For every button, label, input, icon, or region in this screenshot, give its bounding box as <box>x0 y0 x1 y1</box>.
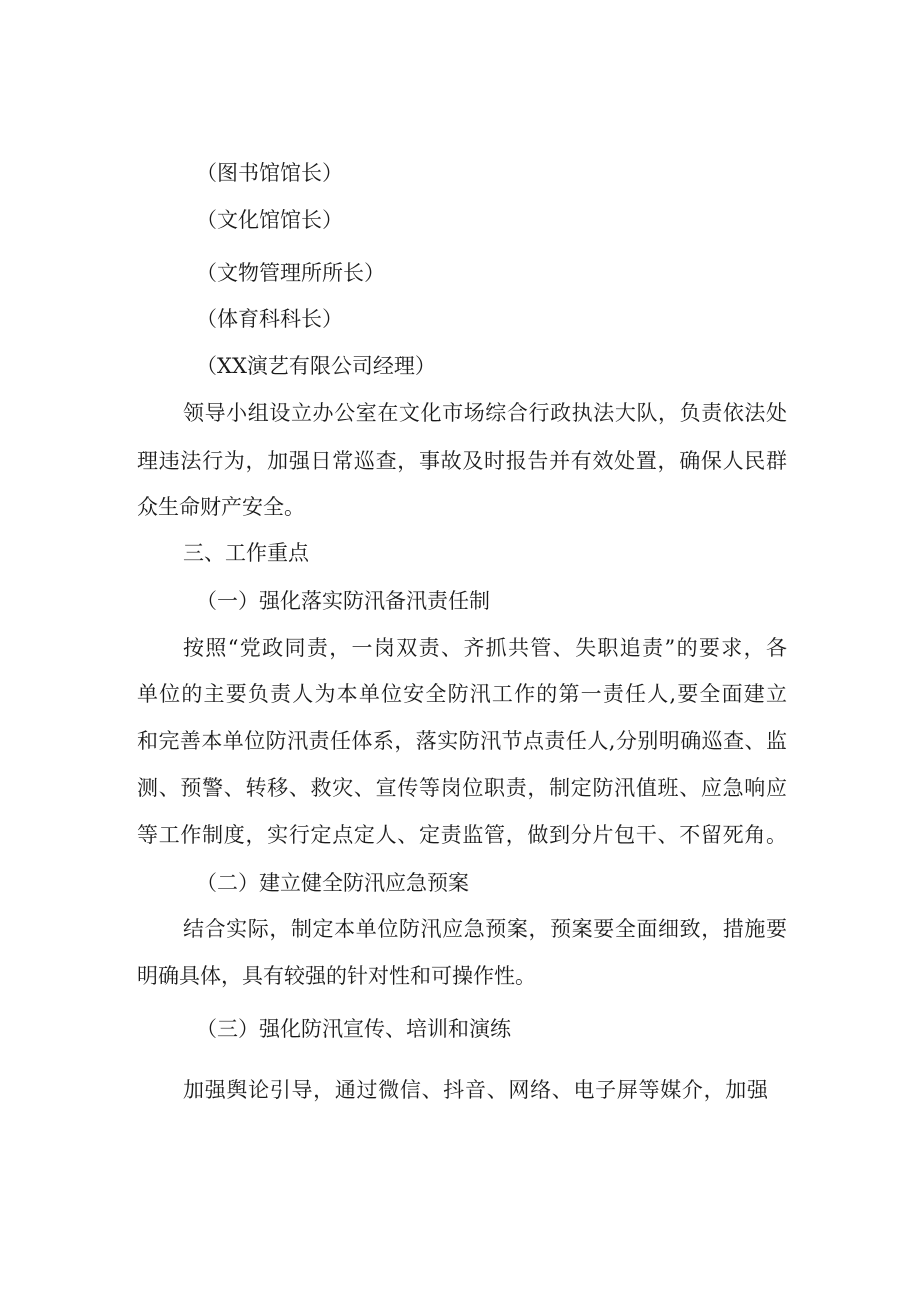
office-paragraph-line-3: 众生命财产安全。 <box>137 495 305 519</box>
role-line-culture-center: （文化馆馆长） <box>196 208 343 232</box>
section-heading: 三、工作重点 <box>183 541 309 565</box>
office-paragraph-line-2: 理违法行为，加强日常巡查，事故及时报告并有效处置，确保人民群 <box>137 449 787 473</box>
office-paragraph-line-1: 领导小组设立办公室在文化市场综合行政执法大队，负责依法处 <box>183 401 787 425</box>
subsection-heading-2: （二）建立健全防汛应急预案 <box>196 871 469 895</box>
subsection-1-line-4: 测、预警、转移、救灾、宣传等岗位职责，制定防汛值班、应急响应 <box>137 776 787 800</box>
role-line-performing-company: （XX演艺有限公司经理） <box>196 354 436 378</box>
subsection-2-line-1: 结合实际，制定本单位防汛应急预案，预案要全面细致，措施要 <box>183 917 787 941</box>
role-line-sports-section: （体育科科长） <box>196 307 343 331</box>
role-line-heritage-office: （文物管理所所长） <box>196 261 385 285</box>
role-line-library: （图书馆馆长） <box>196 161 343 185</box>
subsection-heading-3: （三）强化防汛宣传、培训和演练 <box>196 1017 511 1041</box>
subsection-3-line-1: 加强舆论引导，通过微信、抖音、网络、电子屏等媒介，加强 <box>183 1078 768 1102</box>
subsection-heading-1: （一）强化落实防汛备汛责任制 <box>196 589 490 613</box>
subsection-1-line-5: 等工作制度，实行定点定人、定责监管，做到分片包干、不留死角。 <box>137 823 787 847</box>
subsection-1-line-1: 按照“党政同责，一岗双责、齐抓共管、失职追责”的要求，各 <box>183 636 787 660</box>
subsection-1-line-2: 单位的主要负责人为本单位安全防汛工作的第一责任人,要全面建立 <box>137 682 787 706</box>
subsection-1-line-3: 和完善本单位防汛责任体系，落实防汛节点责任人,分别明确巡查、监 <box>137 729 787 753</box>
subsection-2-line-2: 明确具体，具有较强的针对性和可操作性。 <box>137 964 536 988</box>
